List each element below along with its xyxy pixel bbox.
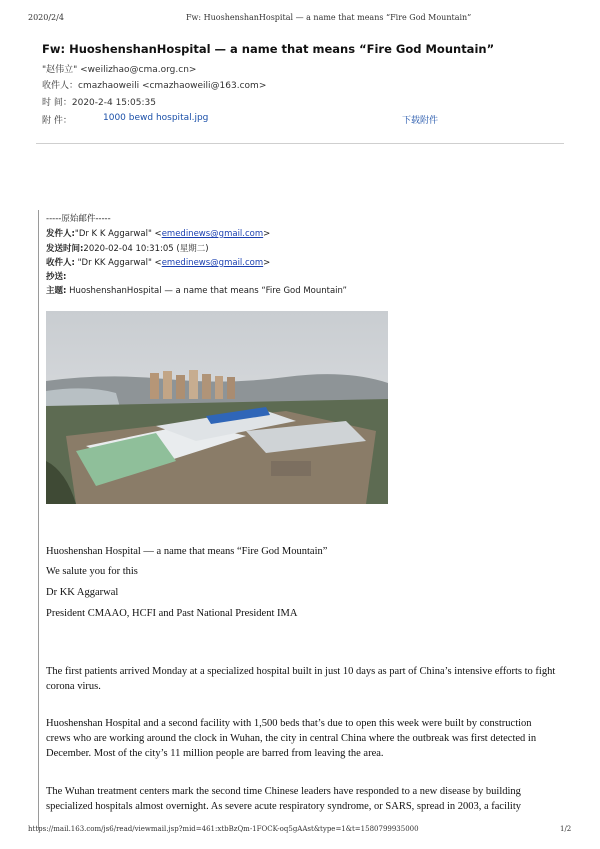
to-name: "Dr KK Aggarwal" < (74, 258, 162, 268)
subject-label: 主题: (46, 286, 67, 296)
cc-label: 抄送: (46, 272, 67, 282)
body-line-position: President CMAAO, HCFI and Past National President IMA (46, 608, 298, 619)
from-close: > (263, 229, 271, 239)
original-cc (46, 270, 66, 282)
body-line-salute: We salute you for this (46, 566, 138, 577)
body-paragraph-2: Huoshenshan Hospital and a second facility with 1,500 beds that’s due to open this week were built by construction crews who are working around the clock in Wuhan, the city in central China where the outbreak was first detected in December. Most of the city’s 11 million people are barred from leaving the area. (46, 718, 537, 759)
recipient-line: 收件人：cmazhaoweili <cmazhaoweili@163.com> (42, 81, 267, 91)
sent-value: 2020-02-04 10:31:05 (星期二) (83, 244, 209, 254)
original-subject (46, 284, 347, 296)
print-header (0, 13, 600, 25)
to-email-link[interactable]: emedinews@gmail.com (161, 258, 264, 268)
print-date: 2020/2/4 (28, 13, 64, 22)
from-label: 发件人: (46, 229, 75, 239)
to-label: 收件人: (46, 258, 75, 268)
body-line-title: Huoshenshan Hospital — a name that means “Fire God Mountain” (46, 546, 328, 557)
from-name: "Dr K K Aggarwal" < (74, 229, 162, 239)
to-close: > (263, 258, 271, 268)
download-attachment-link[interactable]: 下载附件 (402, 116, 439, 126)
quote-bar (38, 210, 39, 830)
header-divider (36, 143, 564, 144)
original-sent (46, 242, 209, 254)
sent-label: 发送时间: (46, 244, 84, 254)
from-email-link[interactable]: emedinews@gmail.com (161, 229, 264, 239)
print-page-number: 1/2 (560, 825, 572, 833)
print-title: Fw: HuoshenshanHospital — a name that means “Fire God Mountain” (186, 13, 472, 22)
body-paragraph-3: The Wuhan treatment centers mark the second time Chinese leaders have responded to a new disease by building specialized hospitals almost overnight. As severe acute respiratory syndrome, or SARS, spread in 2003, a facility (46, 786, 522, 812)
subject-value: HuoshenshanHospital — a name that means “Fire God Mountain” (66, 286, 347, 296)
email-subject: Fw: HuoshenshanHospital — a name that means “Fire God Mountain” (42, 42, 495, 56)
sender-line: "赵伟立" <weilizhao@cma.org.cn> (42, 65, 197, 75)
original-to (46, 256, 270, 268)
attachment-label: 附 件： (42, 116, 72, 126)
body-paragraph-1: The first patients arrived Monday at a specialized hospital built in just 10 days as part of China’s intensive efforts to fight corona virus. (46, 666, 556, 692)
print-url: https://mail.163.com/js6/read/viewmail.jsp?mid=461:xtbBzQm-1FOCK-oq5gAAst&type=1&t=1580799935000 (28, 825, 419, 833)
body-line-name: Dr KK Aggarwal (46, 587, 119, 598)
original-from (46, 227, 270, 239)
attachment-file-link[interactable]: 1000 bewd hospital.jpg (103, 113, 209, 123)
time-line: 时 间：2020-2-4 15:05:35 (42, 98, 156, 108)
hospital-aerial-photo (46, 311, 388, 504)
original-divider: -----原始邮件----- (46, 214, 111, 224)
